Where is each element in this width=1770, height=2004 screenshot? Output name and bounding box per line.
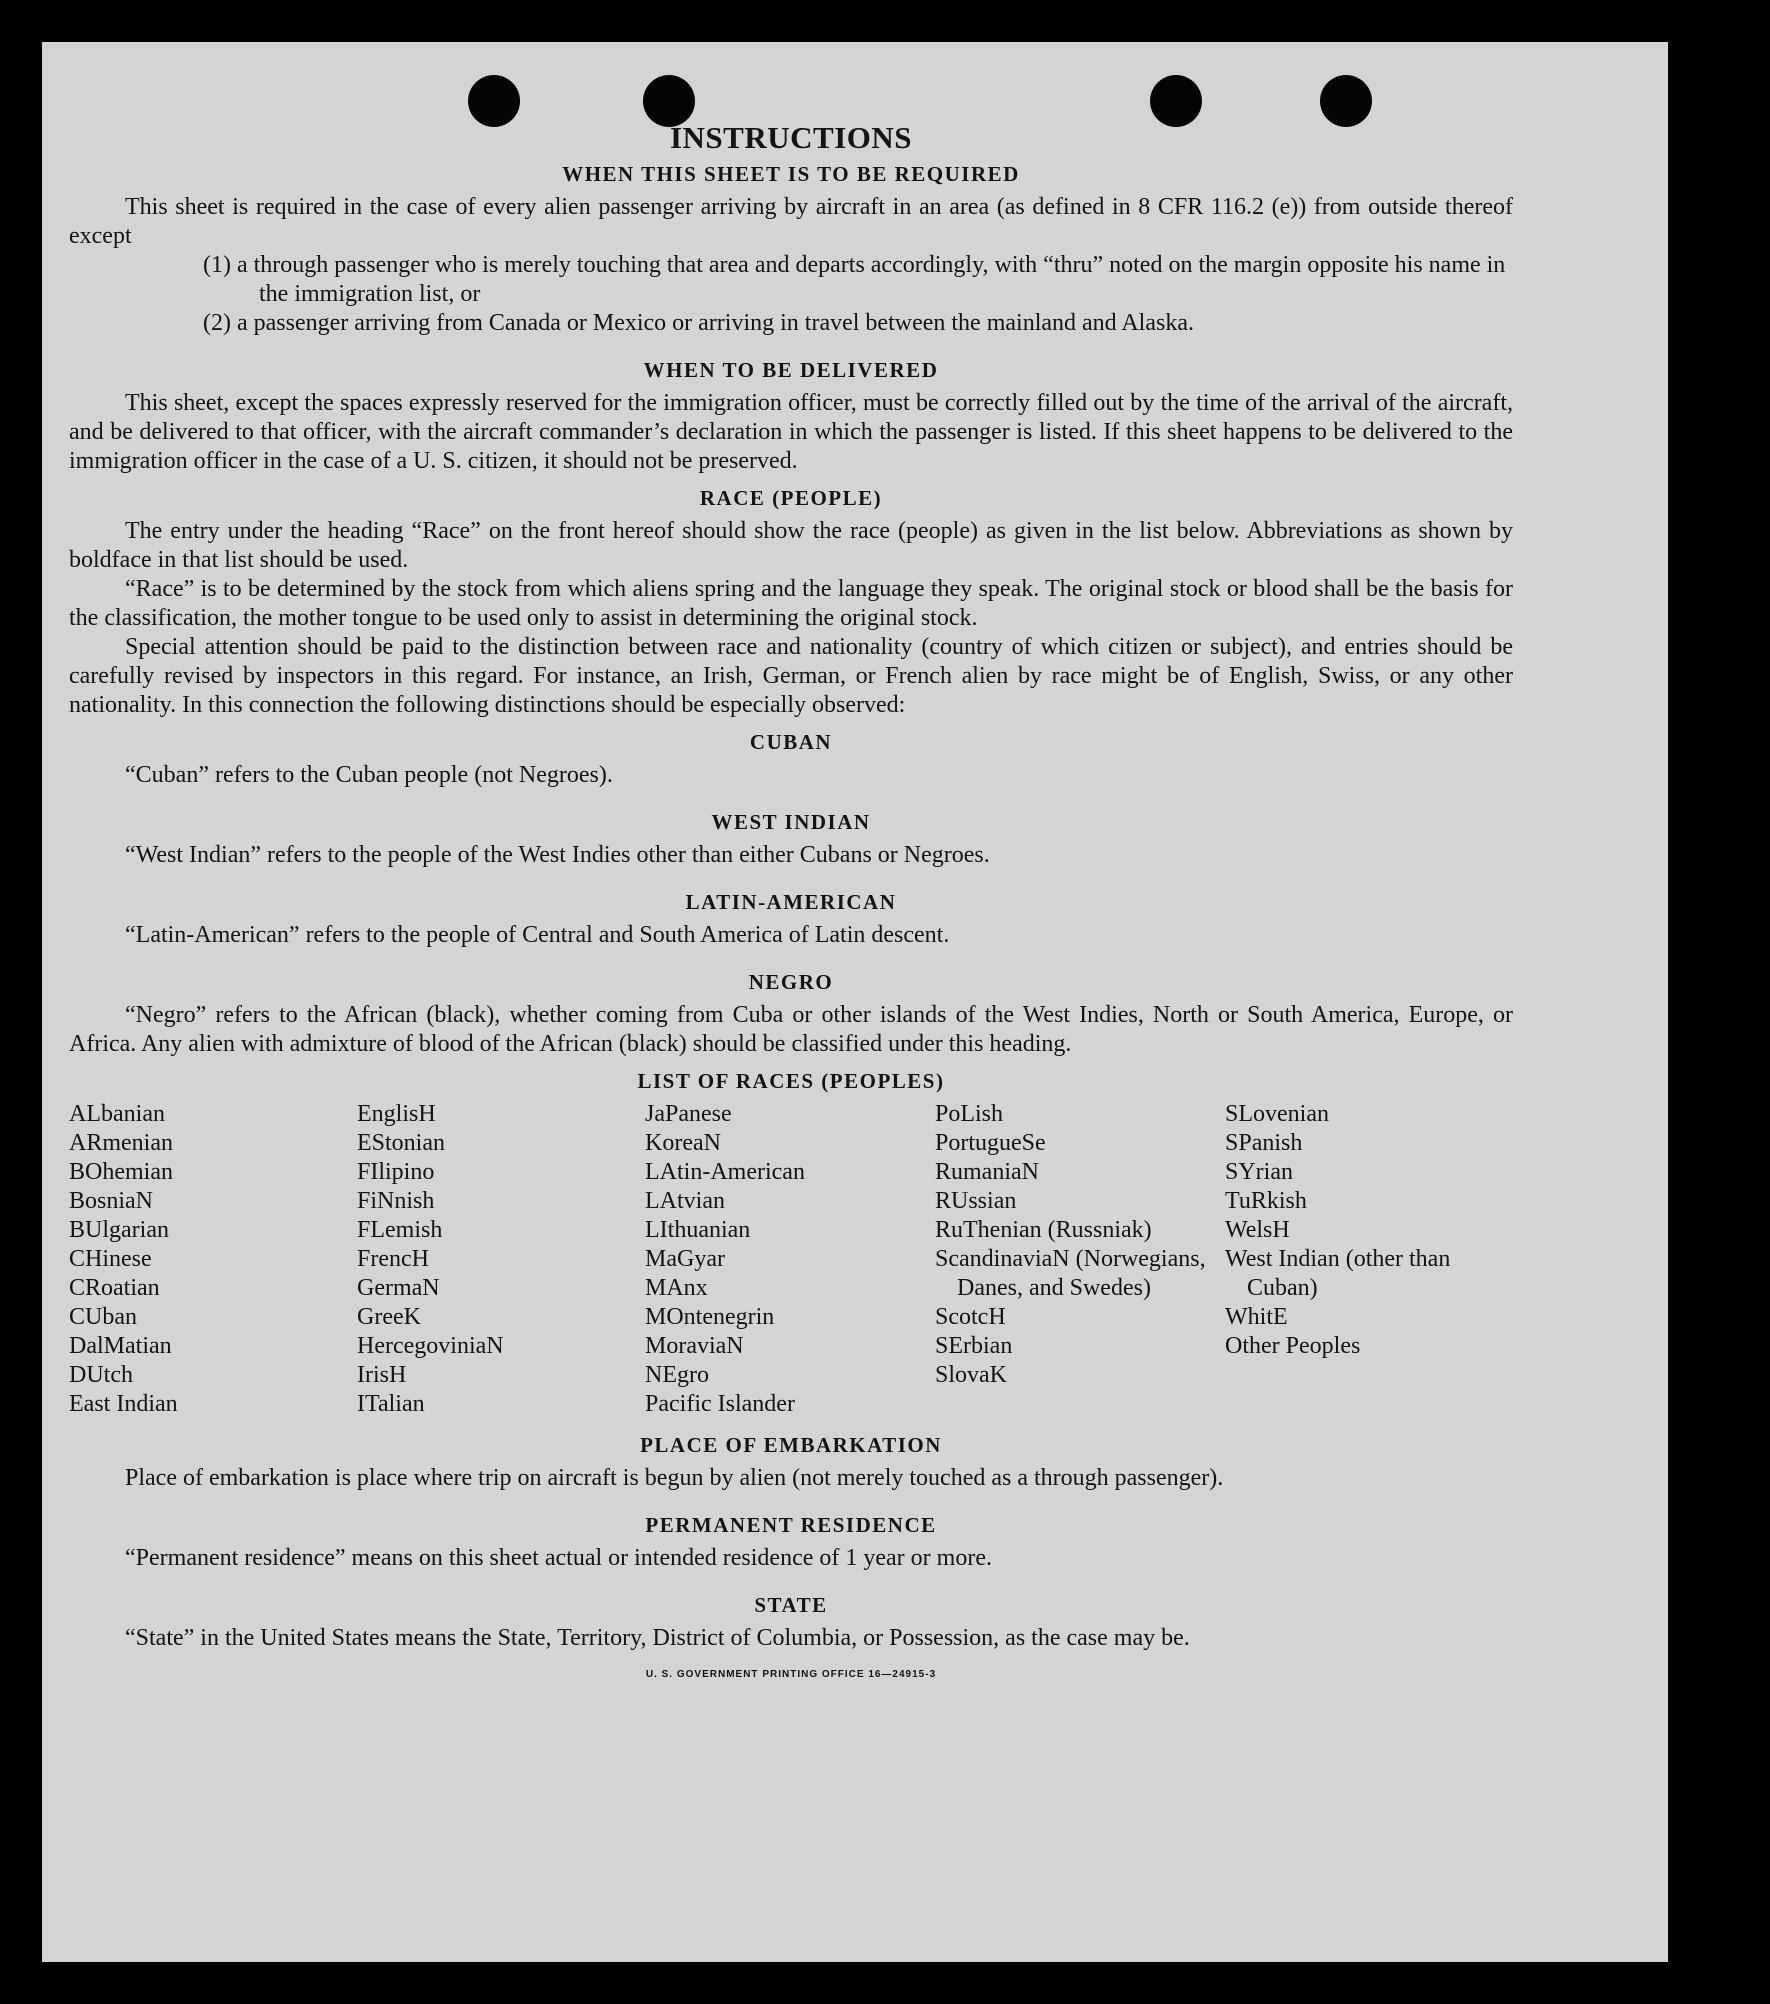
race-entry: FrencH [357, 1246, 429, 1272]
race-entry: EStonian [357, 1130, 445, 1156]
section-heading: RACE (PEOPLE) [699, 486, 883, 510]
section-heading: PLACE OF EMBARKATION [640, 1433, 942, 1457]
race-entry: EnglisH [357, 1101, 436, 1127]
race-entry: LIthuanian [645, 1217, 751, 1243]
race-entry: SYrian [1225, 1159, 1293, 1185]
race-entry: MOntenegrin [645, 1304, 775, 1330]
section-heading: WHEN TO BE DELIVERED [643, 358, 939, 382]
paragraph: Place of embarkation is place where trip on aircraft is begun by alien (not merely touched as a through passenger). [125, 1465, 1224, 1491]
section-heading: WEST INDIAN [711, 810, 871, 834]
printer-imprint: U. S. GOVERNMENT PRINTING OFFICE 16—24915-3 [645, 1669, 937, 1680]
race-entry: FiNnish [357, 1188, 435, 1214]
race-entry: BUlgarian [69, 1217, 169, 1243]
paragraph: “State” in the United States means the State, Territory, District of Columbia, or Possession, as the case may be. [125, 1625, 1190, 1651]
race-entry: LAtvian [645, 1188, 725, 1214]
paragraph: Special attention should be paid to the distinction between race and nationality (country of which citizen or subject), and entries should be carefully revised by inspectors in this regard. For instance, an Irish, German, or French alien by race might be of English, Swiss, or any other nationality. In this connection the following distinctions should be especially observed: [69, 634, 1513, 718]
race-entry: PortugueSe [935, 1130, 1046, 1156]
race-column [935, 1100, 1225, 1419]
race-entry: WelsH [1225, 1217, 1290, 1243]
race-entry: ScandinaviaN (Norwegians, Danes, and Swedes) [935, 1246, 1206, 1301]
race-entry: SLovenian [1225, 1101, 1329, 1127]
race-column [69, 1100, 357, 1419]
section-heading: PERMANENT RESIDENCE [645, 1513, 937, 1537]
race-entry: RuThenian (Russniak) [935, 1217, 1152, 1243]
paragraph: This sheet, except the spaces expressly reserved for the immigration officer, must be correctly filled out by the time of the arrival of the aircraft, and be delivered to that officer, with the aircraft commander’s declaration in which the passenger is listed. If this sheet happens to be delivered to the immigration officer in the case of a U. S. citizen, it should not be preserved. [69, 390, 1513, 474]
section-heading: WHEN THIS SHEET IS TO BE REQUIRED [562, 162, 1020, 186]
instructions-content [69, 120, 1513, 1680]
page-title: INSTRUCTIONS [669, 120, 912, 155]
race-entry: GreeK [357, 1304, 421, 1330]
race-entry: SPanish [1225, 1130, 1303, 1156]
race-entry: Other Peoples [1225, 1333, 1361, 1359]
document-page [42, 42, 1668, 1962]
race-list [69, 1100, 1513, 1419]
race-entry: MaGyar [645, 1246, 725, 1272]
race-entry: LAtin-American [645, 1159, 805, 1185]
race-entry: CRoatian [69, 1275, 160, 1301]
race-column [645, 1100, 935, 1419]
exception-list [69, 251, 1513, 338]
race-entry: WhitE [1225, 1304, 1288, 1330]
race-column [357, 1100, 645, 1419]
race-entry: FIlipino [357, 1159, 435, 1185]
race-entry: ARmenian [69, 1130, 173, 1156]
race-entry: ScotcH [935, 1304, 1006, 1330]
race-entry: ITalian [357, 1391, 425, 1417]
paragraph: “Permanent residence” means on this sheet actual or intended residence of 1 year or more. [125, 1545, 992, 1571]
race-entry: CUban [69, 1304, 137, 1330]
paragraph: “West Indian” refers to the people of the West Indies other than either Cubans or Negroes. [125, 842, 990, 868]
race-entry: Pacific Islander [645, 1391, 795, 1417]
race-entry: IrisH [357, 1362, 407, 1388]
race-entry: ALbanian [69, 1101, 165, 1127]
paragraph: This sheet is required in the case of every alien passenger arriving by aircraft in an area (as defined in 8 CFR 116.2 (e)) from outside thereof except [69, 194, 1513, 249]
section-heading: NEGRO [748, 970, 834, 994]
race-entry: KoreaN [645, 1130, 721, 1156]
section-heading: LIST OF RACES (PEOPLES) [637, 1069, 945, 1093]
section-heading: LATIN-AMERICAN [685, 890, 897, 914]
race-entry: MAnx [645, 1275, 708, 1301]
race-entry: MoraviaN [645, 1333, 744, 1359]
race-entry: PoLish [935, 1101, 1004, 1127]
race-entry: FLemish [357, 1217, 443, 1243]
race-entry: DalMatian [69, 1333, 172, 1359]
race-entry: East Indian [69, 1391, 178, 1417]
race-entry: West Indian (other than Cuban) [1225, 1246, 1451, 1301]
section-heading: STATE [754, 1593, 828, 1617]
race-entry: SErbian [935, 1333, 1013, 1359]
race-entry: JaPanese [645, 1101, 732, 1127]
paragraph: “Race” is to be determined by the stock from which aliens spring and the language they speak. The original stock or blood shall be the basis for the classification, the mother tongue to be used only to assist in determining the original stock. [69, 576, 1513, 631]
race-entry: HercegoviniaN [357, 1333, 504, 1359]
paragraph: The entry under the heading “Race” on the front hereof should show the race (people) as given in the list below. Abbreviations as shown by boldface in that list should be used. [69, 518, 1513, 573]
race-entry: TuRkish [1225, 1188, 1307, 1214]
race-entry: RUssian [935, 1188, 1017, 1214]
race-entry: RumaniaN [935, 1159, 1039, 1185]
race-entry: CHinese [69, 1246, 152, 1272]
race-entry: SlovaK [935, 1362, 1007, 1388]
race-entry: GermaN [357, 1275, 440, 1301]
paragraph: “Negro” refers to the African (black), whether coming from Cuba or other islands of the West Indies, North or South America, Europe, or Africa. Any alien with admixture of blood of the African (black) should be classified under this heading. [69, 1002, 1513, 1057]
section-heading: CUBAN [749, 730, 833, 754]
list-item: (1) a through passenger who is merely touching that area and departs accordingly, with “thru” noted on the margin opposite his name in the immigration list, or [203, 252, 1506, 307]
list-item: (2) a passenger arriving from Canada or Mexico or arriving in travel between the mainland and Alaska. [203, 310, 1194, 336]
paragraph: “Cuban” refers to the Cuban people (not Negroes). [125, 762, 613, 788]
race-entry: BOhemian [69, 1159, 173, 1185]
paragraph: “Latin-American” refers to the people of Central and South America of Latin descent. [125, 922, 950, 948]
race-entry: NEgro [645, 1362, 709, 1388]
race-column [1225, 1100, 1513, 1419]
race-entry: DUtch [69, 1362, 133, 1388]
race-entry: BosniaN [69, 1188, 153, 1214]
